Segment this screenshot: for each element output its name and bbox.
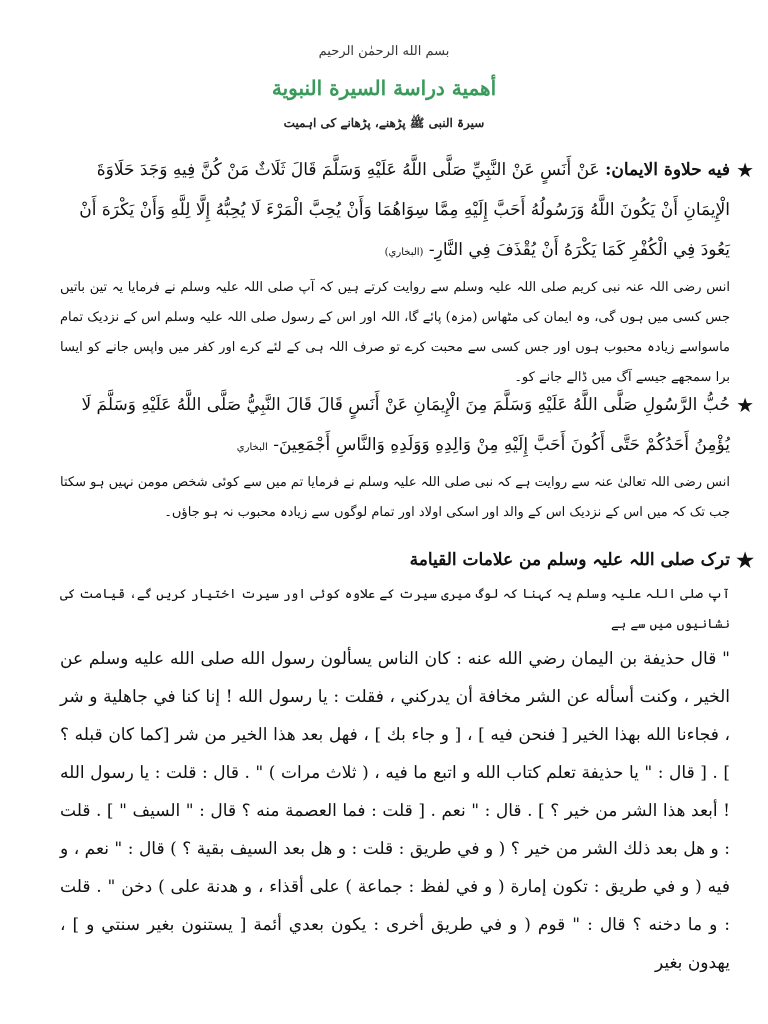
arabic-hadith-text: حُبُّ الرَّسُولِ صَلَّى اللَّهُ عَلَيْهِ وَسَلَّمَ مِنَ الْإِيمَانِ عَنْ أَنَسٍ قَالَ قَالَ النَّبِيُّ صَلَّى اللَّهُ عَلَيْهِ وَسَلَّمَ لَا يُؤْمِنُ أَحَدُكُمْ حَتَّى أَكُونَ أَحَبَّ إِلَيْهِ مِنْ وَالِدِهِ وَوَلَدِهِ وَالنَّاسِ أَجْمَعِينَ- <box>81 395 730 455</box>
arabic-hadith-text: عَنْ أَنَسٍ عَنْ النَّبِيِّ صَلَّى اللَّهُ عَلَيْهِ وَسَلَّمَ قَالَ ثَلَاثٌ مَنْ كُنَّ فِيهِ وَجَدَ حَلَاوَةَ الْإِيمَانِ أَنْ يَكُونَ اللَّهُ وَرَسُولُهُ أَحَبَّ إِلَيْهِ مِمَّا سِوَاهُمَا وَأَنْ يُحِبَّ الْمَرْءَ لَا يُحِبُّهُ إِلَّا لِلَّهِ وَأَنْ يَكْرَهَ أَنْ يَعُودَ فِي الْكُفْرِ كَمَا يَكْرَهُ أَنْ يُقْذَفَ فِي النَّارِ- <box>79 160 730 260</box>
section-heading-row <box>60 540 754 580</box>
section-hudhayfah-hadith <box>60 640 730 982</box>
urdu-translation: آپ صلی اللہ علیہ وسلم یہ کہنا کہ لوگ میری سیرت کے علاوہ کوئی اور سیرت اختیار کریں گے، قیامت کی نشانیوں میں سے ہے <box>60 587 730 632</box>
hadith-paragraph <box>60 150 754 273</box>
section-sweetness-of-faith <box>60 150 754 393</box>
hadith-source: البخاري <box>236 442 268 453</box>
arabic-hadith-text: " قال حذيفة بن اليمان رضي الله عنه : كان الناس يسألون رسول الله صلى الله عليه وسلم عن الخير ، وكنت أسأله عن الشر مخافة أن يدركني ، فقلت : يا رسول الله ! إنا كنا في جاهلية و شر ، فجاءنا الله بهذا الخير [ فنحن فيه ] ، [ و جاء بك ] ، فهل بعد هذا الخير من شر [كما كان قبله ؟ ] . [ قال : " يا حذيفة تعلم كتاب الله و اتبع ما فيه ، ( ثلاث مرات ) " . قال : قلت : يا رسول الله ! أبعد هذا الشر من خير ؟ ] . قال : " نعم . [ قلت : فما العصمة منه ؟ قال : " السيف " ] . قلت : و هل بعد ذلك الشر من خير ؟ ( و في طريق : قلت : و هل بعد السيف بقية ؟ ) قال : " نعم ، و فيه ( و في طريق : تكون إمارة ( و في لفظ : جماعة ) على أقذاء ، و هدنة على ) دخن " . قلت : و ما دخنه ؟ قال : " قوم ( و في طريق أخرى : يكون بعدي أئمة [ يستنون بغير سنتي و ] ، يهدون بغير <box>60 649 730 973</box>
page-title: أهمية دراسة السيرة النبوية <box>271 76 497 100</box>
page-subtitle: سیرۃ النبی ﷺ پڑھنے، پڑھانے کی اہمیت <box>283 116 485 130</box>
basmala: بسم الله الرحمٰن الرحيم <box>318 44 450 59</box>
urdu-translation: انس رضی اللہ عنہ نبی کریم صلی اللہ علیہ وسلم سے روایت کرتے ہیں کہ آپ صلی اللہ علیہ وسلم نے فرمایا یہ تین باتیں جس کسی میں ہوں گی، وہ ایمان کی مٹھاس (مزہ) پائے گا، اللہ اور اس کے رسول صلی اللہ علیہ وسلم اس کے نزدیک تمام ماسواسے زیادہ محبوب ہوں اور جس کسی سے محبت کرے تو صرف اللہ ہی کے لئے کرے اور کفر میں واپس جانے کو ایسا برا سمجھے جیسے آگ میں ڈالے جانے کو۔ <box>60 280 730 385</box>
section-love-of-prophet <box>60 385 754 528</box>
star-bullet-icon: ★ <box>736 548 754 572</box>
star-bullet-icon: ★ <box>736 393 754 417</box>
section-heading: فيه حلاوة الايمان: <box>605 160 730 180</box>
hadith-paragraph <box>60 385 754 468</box>
hadith-source: (البخاري) <box>384 247 424 258</box>
section-signs-of-hour <box>60 540 754 640</box>
star-bullet-icon: ★ <box>736 158 754 182</box>
urdu-translation: انس رضی اللہ تعالیٰ عنہ سے روایت ہے کہ نبی صلی اللہ علیہ وسلم نے فرمایا تم میں سے کوئی شخص مومن نہیں ہو سکتا جب تک کہ میں اس کے نزدیک اس کے والد اور اسکی اولاد اور تمام لوگوں سے زیادہ محبوب نہ ہو جاؤں۔ <box>60 475 730 520</box>
section-heading: ترک صلی اللہ علیہ وسلم من علامات القيامة <box>409 550 730 570</box>
